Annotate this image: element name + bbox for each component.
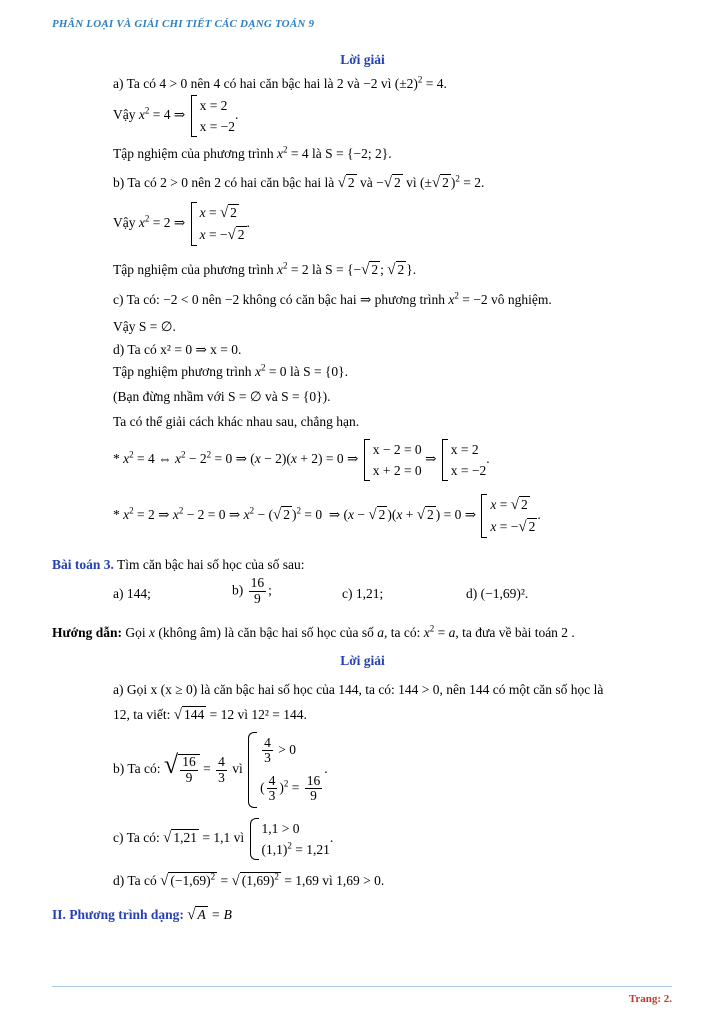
problem3-d: d) (−1,69)². xyxy=(466,586,529,601)
part-b-set: Tập nghiệm của phương trình $x^2 = 2$ là S = {−√ 2 ; √ 2 }. xyxy=(113,260,417,278)
footer-divider xyxy=(52,986,672,987)
part-c-line1: c) Ta có: −2 < 0 nên −2 không có căn bậc hai ⇒ phương trình $x^2 = -2$ vô nghiệm. xyxy=(113,290,552,307)
sol3-a-line2: 12, ta viết: √ 144 = 12 vì 12² = 144. xyxy=(113,707,307,723)
part-a-line1: a) Ta có 4 > 0 nên 4 có hai căn bậc hai là 2 và −2 vì $(\pm 2)^2 = 4$. xyxy=(113,74,447,91)
problem3-a: a) 144; xyxy=(113,586,151,601)
part-d-line1: d) Ta có x² = 0 ⇒ x = 0. xyxy=(113,342,242,357)
sol3-c: c) Ta có: √ 1,21 = 1,1 vì 1,1 > 0 $(1,1)^2 = 1,21$ . xyxy=(113,818,333,860)
case-bracket: x = √ 2 x = −√ 2 xyxy=(191,202,247,246)
sol3-a-line1: a) Gọi x (x ≥ 0) là căn bậc hai số học của 144, ta có: 144 > 0, nên 144 có một căn số học là xyxy=(113,682,604,697)
guide-line: Hướng dẫn: Gọi x (không âm) là căn bậc hai số học của số a, ta có: $x^2 = a$, ta đưa về bài toán 2 . xyxy=(52,623,575,640)
part-b-line1: b) Ta có 2 > 0 nên 2 có hai căn bậc hai là √ 2 và −√ 2 vì (±√ 2 )$^2$ = 2. xyxy=(113,173,485,191)
solution-heading-2: Lời giải xyxy=(340,653,385,668)
page-header: PHÂN LOẠI VÀ GIẢI CHI TIẾT CÁC DẠNG TOÁN 9 xyxy=(52,18,315,30)
solution-heading: Lời giải xyxy=(340,52,385,67)
case-bracket: x = √ 2 x = −√ 2 xyxy=(481,494,537,538)
part-c-line2: Vậy S = ∅. xyxy=(113,319,176,334)
problem3-c: c) 1,21; xyxy=(342,586,384,601)
section2-title: II. Phương trình dạng: √ A = B xyxy=(52,907,232,923)
case-bracket: x = 2 x = −2 xyxy=(442,439,486,481)
part-d-line3: (Bạn đừng nhầm với S = ∅ và S = {0}). xyxy=(113,389,331,404)
problem3-statement: Bài toán 3. Tìm căn bậc hai số học của số sau: xyxy=(52,557,305,572)
part-b-conclude: Vậy $x^2 = 2$ ⇒ x = √ 2 x = −√ 2 . xyxy=(113,202,250,246)
part-d-line4: Ta có thể giải cách khác nhau sau, chẳng hạn. xyxy=(113,414,360,429)
condition-brace: 1,1 > 0 $(1,1)^2 = 1,21$ xyxy=(250,818,330,860)
part-a-conclude: Vậy $x^2 = 4$ ⇒ x = 2 x = −2 . xyxy=(113,95,238,137)
alt-solution-1: * $x^2 = 4$ ⇔ $x^2 - 2^2 = 0$ ⇒ (x − 2)(x + 2) = 0 ⇒ x − 2 = 0 x + 2 = 0 ⇒ x = 2 x = −2 . xyxy=(113,439,490,481)
part-a-set: Tập nghiệm của phương trình $x^2 = 4$ là S = {−2; 2}. xyxy=(113,144,392,161)
condition-brace: $\frac{4}{3}$ > 0 ( $\frac{4}{3}$ )$^2$ = $\frac{16}{9}$ xyxy=(248,732,324,808)
page-number: Trang: 2. xyxy=(628,993,672,1005)
sol3-b: b) Ta có: √ $\frac{16}{9}$ = $\frac{4}{3}$ vì $\frac{4}{3}$ > 0 ( $\frac{4}{3}$ )$^2$ = $\frac{16}{9}$ . xyxy=(113,732,328,808)
case-bracket: x − 2 = 0 x + 2 = 0 xyxy=(364,439,422,481)
sol3-d: d) Ta có √ $(-1,69)^2$ = √ $(1,69)^2 = 1,69$ vì 1,69 > 0. xyxy=(113,871,385,889)
part-d-line2: Tập nghiệm phương trình $x^2 = 0$ là S = {0}. xyxy=(113,362,349,379)
alt-solution-2: * $x^2 = 2$ ⇒ $x^2 - 2 = 0$ ⇒ $x^2$ − (√ 2 )$^2$ = 0 ⇒ (x − √ 2 )(x + √ 2 ) = 0 ⇒ x = √ 2 x = −√ 2 . xyxy=(113,494,541,538)
case-bracket: x = 2 x = −2 xyxy=(191,95,235,137)
problem3-b: b) $\frac{16}{9}$ ; xyxy=(232,575,272,606)
